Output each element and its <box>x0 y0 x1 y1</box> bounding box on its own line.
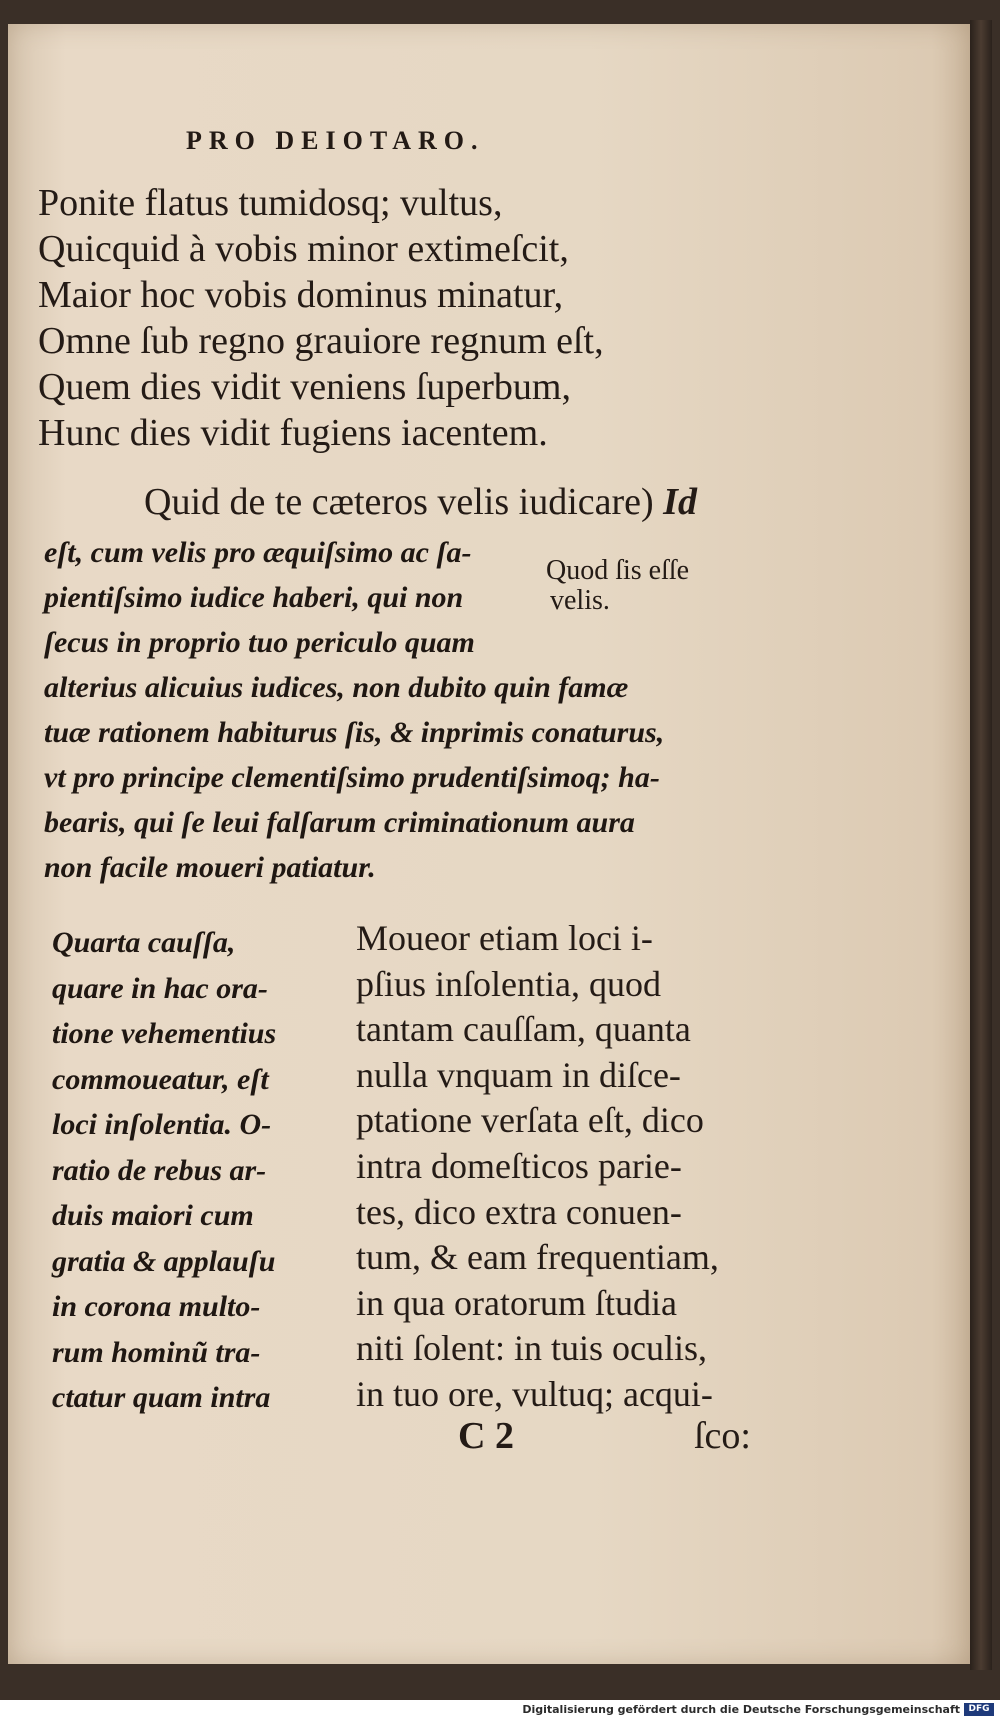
side-note-line: velis. <box>550 585 610 616</box>
margin-commentary-line: gratia & applauſu <box>52 1244 276 1278</box>
catchword: ſco: <box>694 1415 751 1457</box>
commentary-line: eſt, cum velis pro æquiſsimo ac ſa- <box>44 536 472 569</box>
main-text-line: tum, & eam frequentiam, <box>356 1237 719 1278</box>
main-text-line: tantam cauſſam, quanta <box>356 1009 691 1050</box>
quid-paragraph <box>144 480 697 524</box>
margin-commentary-line: in corona multo- <box>52 1290 261 1323</box>
verse-line: Quicquid à vobis minor extimeſcit, <box>38 228 569 270</box>
main-text-line: in tuo ore, vultuq; acqui- <box>356 1373 713 1414</box>
main-text-line: niti ſolent: in tuis oculis, <box>356 1328 707 1369</box>
footer-credit: Digitalisierung gefördert durch die Deutsche Forschungsgemeinschaft <box>522 1703 960 1716</box>
margin-commentary-line: duis maiori cum <box>52 1199 254 1232</box>
side-note <box>546 556 746 616</box>
verse-line: Hunc dies vidit fugiens iacentem. <box>38 412 548 454</box>
margin-commentary-line: tione vehementius <box>52 1017 277 1050</box>
main-text-line: ptatione verſata eſt, dico <box>356 1100 704 1141</box>
main-text-line: pſius inſolentia, quod <box>356 963 661 1004</box>
commentary-line: non facile moueri patiatur. <box>44 851 376 884</box>
dfg-logo: DFG <box>964 1703 994 1716</box>
commentary-line: vt pro principe clementiſsimo prudentiſsimoq; ha- <box>44 761 660 794</box>
margin-commentary-column <box>52 920 276 1421</box>
commentary-line: bearis, qui ſe leui falſarum criminationum aura <box>44 806 635 839</box>
verse-line: Quem dies vidit veniens ſuperbum, <box>38 366 571 408</box>
margin-commentary-line: commoueatur, eſt <box>52 1062 269 1096</box>
commentary-line: ſecus in proprio tuo periculo quam <box>44 626 475 659</box>
main-text-line: Moueor etiam loci i- <box>356 918 653 958</box>
commentary-line: tuæ rationem habiturus ſis, & inprimis conaturus, <box>44 716 665 749</box>
verse-line: Ponite flatus tumidosq; vultus, <box>38 182 503 224</box>
running-head: PRO DEIOTARO. <box>186 126 485 155</box>
verse-line: Maior hoc vobis dominus minatur, <box>38 274 564 316</box>
quid-lemma: Quid de te cæteros velis iudicare) <box>144 481 654 523</box>
verse-line: Omne ſub regno grauiore regnum eſt, <box>38 320 604 362</box>
verse-block <box>38 180 604 456</box>
main-text-column <box>356 916 719 1418</box>
main-text-line: in qua oratorum ſtudia <box>356 1282 677 1323</box>
quid-tail: Id <box>663 481 697 523</box>
margin-commentary-line: rum hominũ tra- <box>52 1335 261 1369</box>
side-note-line: Quod ſis eſſe <box>546 555 690 586</box>
margin-commentary-line: loci inſolentia. O- <box>52 1108 272 1141</box>
main-text-line: tes, dico extra conuen- <box>356 1191 682 1232</box>
margin-commentary-line: quare in hac ora- <box>52 971 268 1005</box>
margin-commentary-line: ratio de rebus ar- <box>52 1153 267 1187</box>
main-text-line: nulla vnquam in diſce- <box>356 1054 681 1095</box>
commentary-line: alterius alicuius iudices, non dubito quin famæ <box>44 671 629 704</box>
page-edge-shadow <box>970 20 992 1670</box>
signature-mark: C 2 <box>458 1415 514 1457</box>
margin-commentary-line: Quarta cauſſa, <box>52 926 236 959</box>
commentary-line: pientiſsimo iudice haberi, qui non <box>44 581 464 614</box>
main-text-line: intra domeſticos parie- <box>356 1145 682 1186</box>
margin-commentary-line: ctatur quam intra <box>52 1381 271 1414</box>
